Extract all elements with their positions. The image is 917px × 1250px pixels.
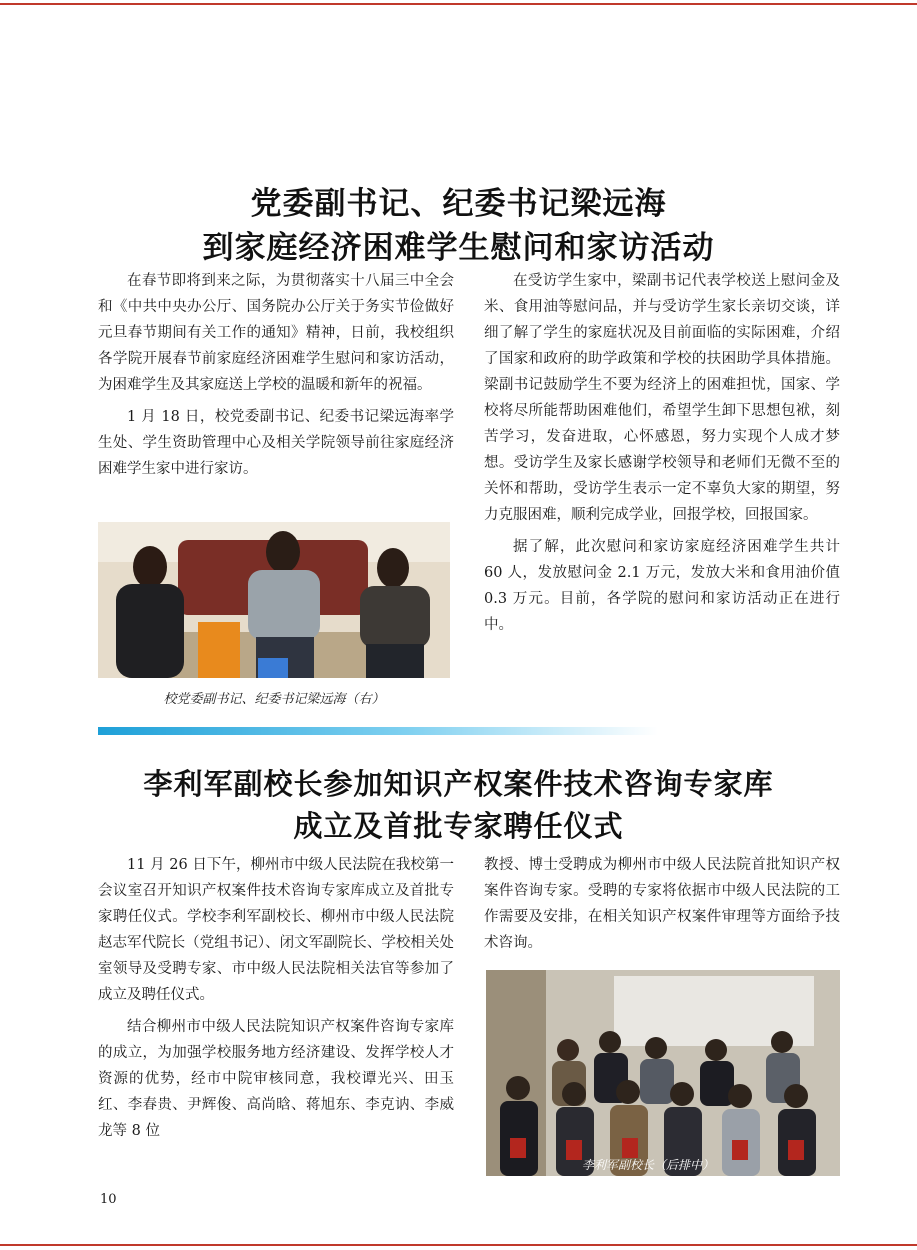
- bottom-rule: [0, 1244, 917, 1246]
- top-rule: [0, 3, 917, 5]
- article2-paragraph: 结合柳州市中级人民法院知识产权案件咨询专家库的成立，为加强学校服务地方经济建设、发挥学校人才资源的优势，经市中院审核同意，我校谭光兴、田玉红、李春贵、尹辉俊、高尚晗、蒋旭东、李克讷、李威龙等 8 位: [98, 1019, 454, 1139]
- section-divider: [98, 727, 658, 735]
- article2-paragraph: 教授、博士受聘成为柳州市中级人民法院首批知识产权案件咨询专家。受聘的专家将依据市中级人民法院的工作需要及安排，在相关知识产权案件审理等方面给予技术咨询。: [484, 857, 840, 951]
- article2-title-line2: 成立及首批专家聘任仪式: [293, 809, 624, 843]
- family-visit-photo-illustration: [98, 522, 450, 678]
- article2-right-column: [484, 852, 840, 962]
- article1-title-line2: 到家庭经济困难学生慰问和家访活动: [202, 230, 715, 266]
- article1-paragraph: 1 月 18 日，校党委副书记、纪委书记梁远海率学生处、学生资助管理中心及相关学院领导前往家庭经济困难学生家中进行家访。: [98, 409, 454, 477]
- article2-photo-caption: 李利军副校长（后排中）: [582, 1158, 715, 1172]
- article1-photo-caption: 校党委副书记、纪委书记梁远海（右）: [163, 692, 385, 707]
- article1-paragraph: 在受访学生家中，梁副书记代表学校送上慰问金及米、食用油等慰问品，并与受访学生家长亲切交谈，详细了解了学生的家庭状况及目前面临的实际困难，介绍了国家和政府的助学政策和学校的扶困助学具体措施。梁副书记鼓励学生不要为经济上的困难担忧，国家、学校将尽所能帮助困难他们，希望学生卸下思想包袱，刻苦学习，发奋进取，心怀感恩，努力实现个人成才梦想。受访学生及家长感谢学校领导和老师们无微不至的关怀和帮助，受访学生表示一定不辜负大家的期望，努力克服困难，顺利完成学业，回报学校，回报国家。: [484, 273, 840, 523]
- article1-paragraph: 据了解，此次慰问和家访家庭经济困难学生共计 60 人，发放慰问金 2.1 万元，发放大米和食用油价值 0.3 万元。目前，各学院的慰问和家访活动正在进行中。: [484, 539, 840, 633]
- article1-title-line1: 党委副书记、纪委书记梁远海: [250, 186, 667, 222]
- page-number: 10: [100, 1192, 117, 1207]
- article1-right-column: [484, 268, 840, 644]
- article2-paragraph: 11 月 26 日下午，柳州市中级人民法院在我校第一会议室召开知识产权案件技术咨询专家库成立及首批专家聘任仪式。学校李利军副校长、柳州市中级人民法院赵志军代院长（党组书记）、闭文军副院长、学校相关处室领导及受聘专家、市中级人民法院相关法官等参加了成立及聘任仪式。: [98, 857, 454, 1003]
- article1-left-column: [98, 268, 454, 488]
- article1-paragraph: 在春节即将到来之际，为贯彻落实十八届三中全会和《中共中央办公厅、国务院办公厅关于务实节俭做好元旦春节期间有关工作的通知》精神，日前，我校组织各学院开展春节前家庭经济困难学生慰问和家访活动，为困难学生及其家庭送上学校的温暖和新年的祝福。: [98, 273, 454, 393]
- article2-title-line1: 李利军副校长参加知识产权案件技术咨询专家库: [143, 767, 774, 801]
- article1-photo: [98, 522, 450, 678]
- article2-left-column: [98, 852, 454, 1150]
- article2-photo: [486, 970, 840, 1176]
- expert-ceremony-photo-illustration: [486, 970, 840, 1176]
